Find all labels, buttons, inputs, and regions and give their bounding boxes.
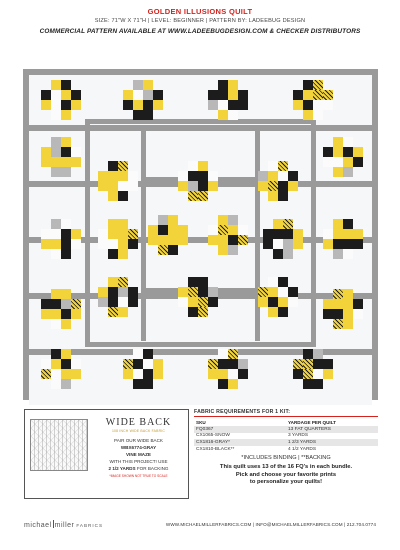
usage-line: to personalize your quilts!: [249, 478, 323, 485]
fabric-requirements: [194, 409, 378, 486]
wide-back-swatch: [30, 419, 88, 471]
quilt-sash: [85, 125, 90, 341]
table-row: [194, 433, 378, 440]
yardage-cell: 4 1/2 YARDS: [288, 446, 317, 452]
wide-back-note: *IMAGE SHOWN NOT TRUE TO SCALE: [109, 474, 168, 478]
wide-back-line: PAIR OUR WIDE BACK: [114, 438, 163, 443]
quilt-sash: [255, 125, 260, 341]
wide-back-subtitle: 108 INCH WIDE BACK FABRIC: [111, 429, 166, 433]
quilt-image: [23, 69, 378, 400]
contact-info: WWW.MICHAELMILLERFABRICS.COM | INFO@MICHAELMILLERFABRICS.COM | 212.704.0774: [165, 522, 376, 527]
sku-cell: CX1065-SNOW: [196, 433, 230, 439]
yardage-cell: 13 FAT QUARTERS: [286, 426, 378, 433]
table-row: [194, 426, 378, 433]
wide-back-sku: WBX6774-GRAY: [120, 445, 157, 450]
binding-backing-note: *INCLUDES BINDING | **BACKING: [241, 455, 331, 462]
brand-name-right: miller: [54, 522, 75, 529]
wide-back-usage: FOR BACKING: [136, 466, 169, 471]
yardage-cell: 3 YARDS: [288, 433, 309, 439]
usage-line: This quilt uses 13 of the 16 FQ's in each bundle.: [219, 464, 353, 471]
brand-suffix: FABRICS: [76, 523, 104, 528]
commercial-availability: COMMERCIAL PATTERN AVAILABLE AT WWW.LADEEBUGDESIGN.COM & CHECKER DISTRIBUTORS: [39, 28, 361, 35]
fabric-requirements-title: FABRIC REQUIREMENTS FOR 1 KIT:: [194, 409, 378, 417]
quilt-sash: [141, 125, 146, 341]
usage-note: [194, 464, 378, 486]
pattern-details: SIZE: 71"W X 71"H | LEVEL: BEGINNER | PATTERN BY: LADEEBUG DESIGN: [94, 18, 306, 24]
wide-back-line: WITH THIS PROJECT! USE: [109, 459, 168, 464]
yardage-cell: 1 2/3 YARDS: [286, 439, 378, 446]
wide-back-title: WIDE BACK: [105, 417, 172, 428]
brand-logo: [24, 520, 103, 529]
wide-back-yardage: [91, 466, 186, 471]
sku-cell: CX1816-GRAY*: [194, 439, 286, 446]
wide-back-amount: 2 1/2 YARDS: [108, 466, 136, 471]
wide-back-print-name: VINE MAZE: [125, 452, 151, 457]
sku-cell: FQ0367: [194, 426, 286, 433]
table-row: [194, 439, 378, 446]
quilt-sash: [311, 125, 316, 341]
usage-line: Pick and choose your favorite prints: [235, 471, 337, 478]
sku-cell: CX1810-BLACK**: [196, 446, 235, 452]
column-header-sku: SKU: [196, 420, 206, 425]
wide-back-panel: [24, 409, 189, 499]
fabric-table: [194, 419, 378, 452]
brand-name-left: michael: [24, 522, 52, 529]
table-row: [194, 446, 378, 453]
column-header-yardage: YARDAGE PER QUILT: [288, 420, 336, 425]
pattern-title: GOLDEN ILLUSIONS QUILT: [147, 7, 253, 16]
